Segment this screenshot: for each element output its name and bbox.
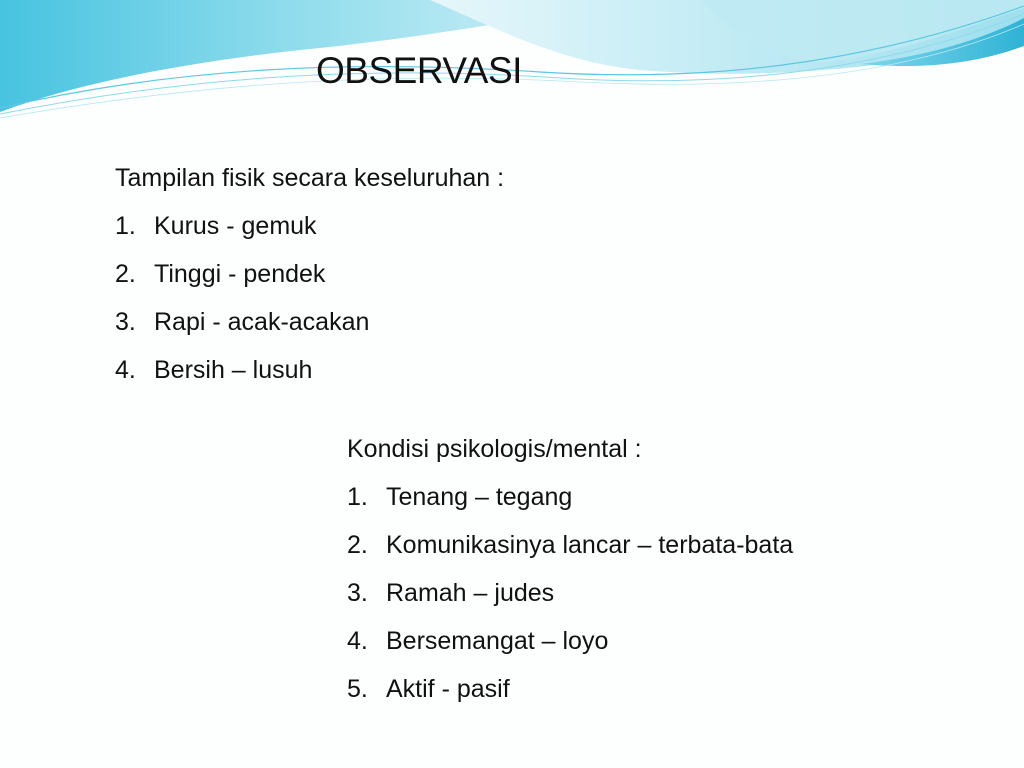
- list-item-number: 1.: [347, 483, 368, 511]
- mental-condition-section: [347, 437, 793, 725]
- list-item: [347, 629, 793, 655]
- physical-appearance-heading: Tampilan fisik secara keseluruhan :: [115, 164, 505, 192]
- list-item-number: 1.: [115, 212, 136, 240]
- physical-appearance-list: [115, 214, 504, 384]
- slide-title: OBSERVASI: [316, 50, 522, 91]
- list-item: [347, 677, 793, 703]
- physical-appearance-section: [115, 166, 504, 406]
- list-item: [115, 310, 504, 336]
- list-item-number: 2.: [115, 260, 136, 288]
- list-item-text: Bersemangat – loyo: [386, 627, 609, 655]
- list-item-text: Tenang – tegang: [386, 483, 573, 511]
- list-item: [115, 262, 504, 288]
- list-item: [347, 533, 793, 559]
- list-item-number: 2.: [347, 531, 368, 559]
- list-item-number: 3.: [115, 308, 136, 336]
- list-item-text: Rapi - acak-acakan: [154, 308, 370, 336]
- list-item-number: 3.: [347, 579, 368, 607]
- list-item-number: 5.: [347, 675, 368, 703]
- list-item-number: 4.: [347, 627, 368, 655]
- list-item-text: Kurus - gemuk: [154, 212, 317, 240]
- list-item: [347, 485, 793, 511]
- mental-condition-heading: Kondisi psikologis/mental :: [347, 435, 642, 463]
- list-item-text: Ramah – judes: [386, 579, 555, 607]
- list-item-text: Tinggi - pendek: [154, 260, 326, 288]
- list-item-number: 4.: [115, 356, 136, 384]
- list-item-text: Aktif - pasif: [386, 675, 510, 703]
- list-item-text: Bersih – lusuh: [154, 356, 313, 384]
- mental-condition-list: [347, 485, 793, 703]
- list-item: [115, 214, 504, 240]
- list-item: [347, 581, 793, 607]
- list-item-text: Komunikasinya lancar – terbata-bata: [386, 531, 794, 559]
- list-item: [115, 358, 504, 384]
